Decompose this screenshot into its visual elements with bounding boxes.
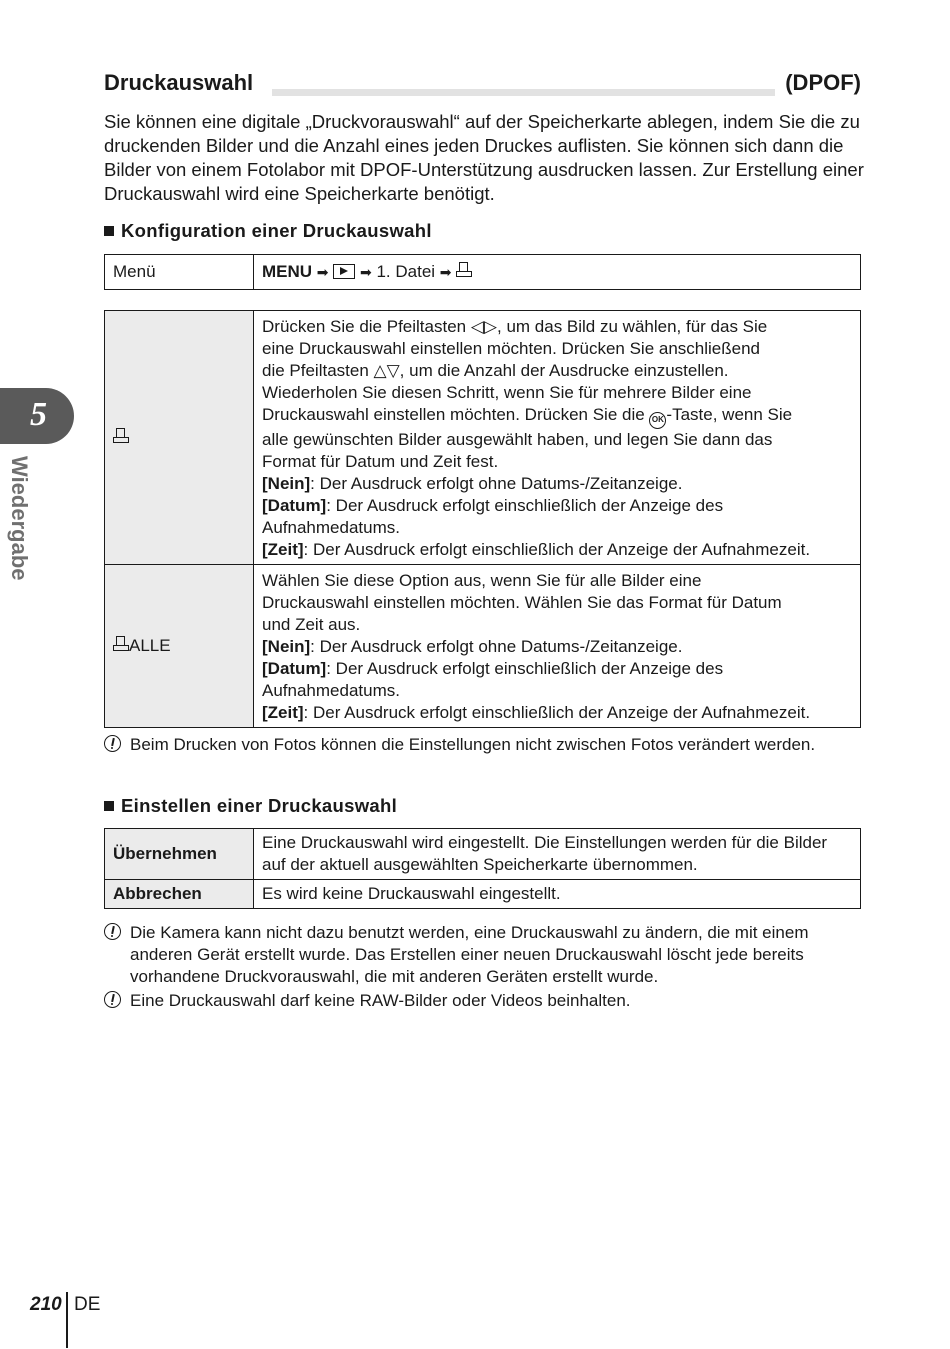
desc-line: die Pfeiltasten △▽, um die Anzahl der Ausdrucke einzustellen. [262,361,729,380]
chapter-label: Wiedergabe [7,456,32,581]
menu-label: Menü [113,262,156,281]
arrow-right-icon: ➡ [360,264,372,280]
note-text: Die Kamera kann nicht dazu benutzt werden, eine Druckauswahl zu ändern, die mit einem anderen Gerät erstellt wurde. Das Erstellen einer neuen Druckauswahl löscht jede bereits vorhandene Druckvorauswahl, die mit anderen Geräten erstellt wurde. [130,923,809,986]
section-heading-text: Konfiguration einer Druckauswahl [121,220,432,241]
choice-nein: [Nein]: Der Ausdruck erfolgt ohne Datums-/Zeitanzeige. [262,637,683,656]
note-text: Eine Druckauswahl darf keine RAW-Bilder oder Videos beinhalten. [130,991,631,1010]
bullet-square-icon [104,801,114,811]
menu-item-label: 1. Datei [376,262,436,281]
note-text: Beim Drucken von Fotos können die Einstellungen nicht zwischen Fotos verändert werden. [130,735,816,754]
option-description-cell [254,311,861,565]
arrow-left-right-icon: ◁▷ [470,317,497,336]
settings-label-cell: Abbrechen [105,880,254,909]
option-label-cell [105,311,254,565]
menu-key-label: MENU [262,262,313,281]
caution-icon [104,923,121,940]
bullet-square-icon [104,226,114,236]
choice-zeit: [Zeit]: Der Ausdruck erfolgt einschließlich der Anzeige der Aufnahmezeit. [262,703,811,722]
print-order-options-table [104,310,861,728]
choice-zeit: [Zeit]: Der Ausdruck erfolgt einschließlich der Anzeige der Aufnahmezeit. [262,540,811,559]
desc-line: Drücken Sie die Pfeiltasten ◁▷, um das Bild zu wählen, für das Sie [262,317,768,336]
footer-divider [66,1292,68,1348]
print-order-icon [113,428,129,445]
note-3 [104,990,864,1012]
desc-line: eine Druckauswahl einstellen möchten. Drücken Sie anschließend [262,339,760,358]
chapter-tab [0,388,74,444]
choice-nein: [Nein]: Der Ausdruck erfolgt ohne Datums-/Zeitanzeige. [262,474,683,493]
option-description-cell [254,565,861,728]
page-language: DE [74,1294,101,1315]
desc-line: Druckauswahl einstellen möchten. Drücken Sie die OK -Taste, wenn Sie [262,404,852,429]
playback-menu-icon [333,264,355,279]
chapter-number: 5 [30,396,47,433]
page-title: Druckauswahl [104,70,254,95]
ok-button-icon: OK [649,412,666,429]
section-heading-settings [104,795,397,817]
desc-line: Druckauswahl einstellen möchten. Wählen Sie das Format für Datum [262,593,782,612]
desc-line: alle gewünschten Bilder ausgewählt haben, und legen Sie dann das [262,430,773,449]
desc-line: Wählen Sie diese Option aus, wenn Sie für alle Bilder eine [262,571,702,590]
page-title-bar [104,70,861,100]
page-title-suffix: (DPOF) [785,70,861,95]
settings-text-cell: Eine Druckauswahl wird eingestellt. Die Einstellungen werden für die Bilder auf der aktuell ausgewählten Speicherkarte übernommen. [254,829,861,880]
choice-datum: [Datum]: Der Ausdruck erfolgt einschließlich der Anzeige des Aufnahmedatums. [262,659,724,700]
menu-label-cell [105,255,254,290]
caution-icon [104,735,121,752]
option-row-single [105,311,861,565]
print-order-settings-table [104,828,861,909]
desc-line: und Zeit aus. [262,615,361,634]
settings-text-cell: Es wird keine Druckauswahl eingestellt. [254,880,861,909]
desc-line: Format für Datum und Zeit fest. [262,452,499,471]
settings-row [105,829,861,880]
option-label-cell [105,565,254,728]
note-2 [104,922,864,988]
note-1 [104,734,844,756]
settings-label-cell: Übernehmen [105,829,254,880]
menu-path-cell [254,255,861,290]
settings-row [105,880,861,909]
page-number: 210 [30,1294,62,1315]
desc-line: Wiederholen Sie diesen Schritt, wenn Sie für mehrere Bilder eine [262,383,752,402]
caution-icon [104,991,121,1008]
arrow-right-icon: ➡ [316,264,329,280]
choice-datum: [Datum]: Der Ausdruck erfolgt einschließlich der Anzeige des Aufnahmedatums. [262,496,724,537]
option-label: ALLE [129,636,171,655]
print-order-icon [456,262,472,279]
section-heading-text: Einstellen einer Druckauswahl [121,795,398,816]
menu-path-table [104,254,861,290]
arrow-right-icon: ➡ [439,264,452,280]
intro-paragraph: Sie können eine digitale „Druckvorauswahl“ auf der Speicherkarte ablegen, indem Sie die zu druckenden Bilder und die Anzahl eines jeden Druckes auflisten. Sie können sich dann die Bilder von einem Fotolabor mit DPOF-Unterstützung ausdrucken lassen. Zur Erstellung einer Druckauswahl wird eine Speicherkarte benötigt. [104,111,864,204]
print-order-icon [113,636,129,653]
arrow-up-down-icon: △▽ [373,361,400,380]
option-row-all [105,565,861,728]
title-rule [272,89,775,96]
section-heading-configuration [104,220,432,242]
